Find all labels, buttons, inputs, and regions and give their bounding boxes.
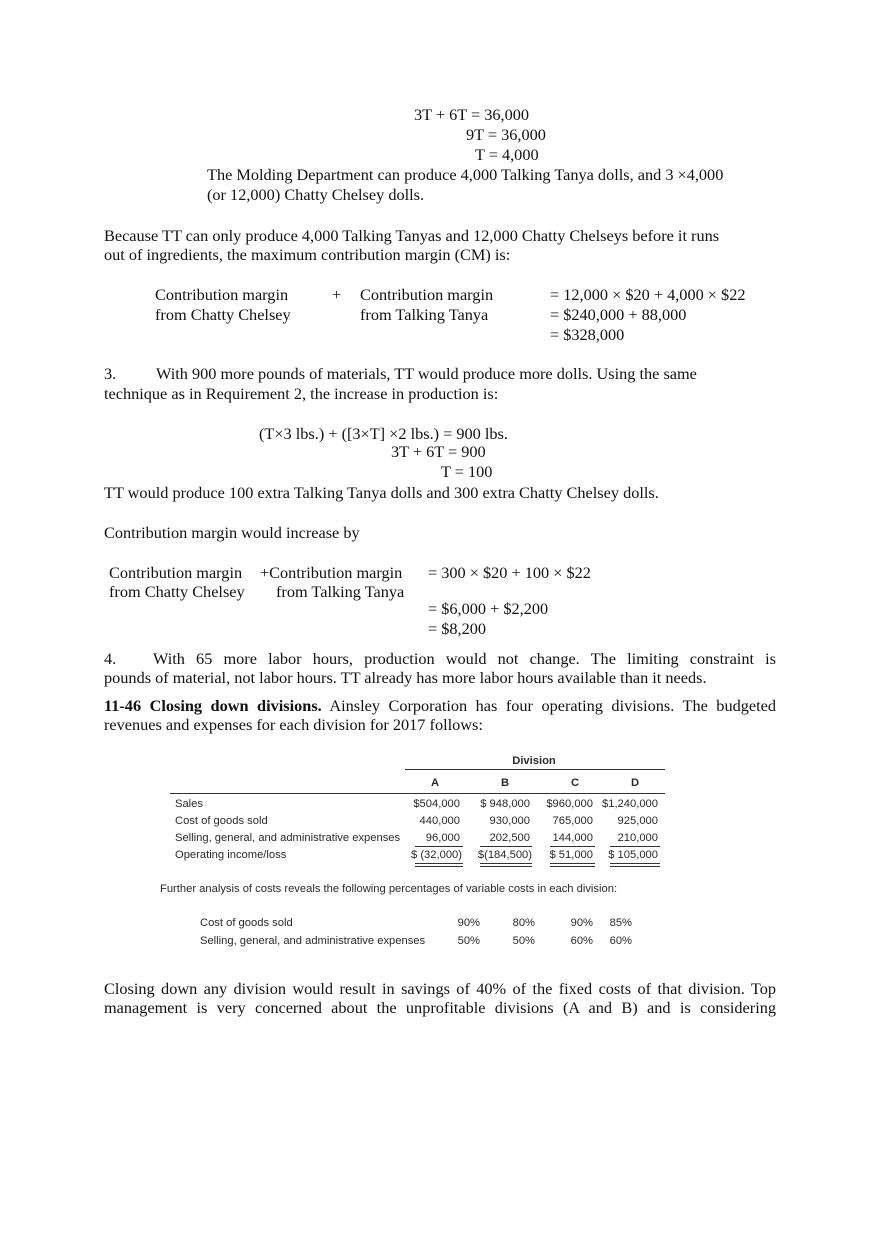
table-cell: 202,500 — [489, 832, 530, 844]
cm-result: = $6,000 + $2,200 — [428, 599, 549, 618]
equation-line: 9T = 36,000 — [466, 125, 546, 144]
row-label: Cost of goods sold — [200, 917, 293, 929]
total-rule — [610, 866, 660, 867]
table-cell: $ 51,000 — [549, 849, 593, 861]
table-cell: 210,000 — [617, 832, 658, 844]
division-title: Division — [512, 755, 556, 767]
body-text-span: Ainsley Corporation has four operating divisions. The budgeted — [321, 696, 776, 715]
table-cell: $1,240,000 — [602, 798, 658, 810]
cm-label: from Talking Tanya — [276, 582, 405, 601]
body-text-line: out of ingredients, the maximum contribution margin (CM) is: — [104, 245, 511, 264]
table-cell: 80% — [512, 917, 535, 929]
equation-line: 3T + 6T = 900 — [391, 442, 486, 461]
subtotal-rule — [550, 846, 595, 847]
cm-result: = $240,000 + 88,000 — [550, 305, 687, 324]
column-rule — [170, 793, 665, 794]
cm-label: Contribution margin — [360, 285, 494, 304]
equation-line: (T×3 lbs.) + ([3×T] ×2 lbs.) = 900 lbs. — [259, 424, 508, 443]
cm-label: from Chatty Chelsey — [155, 305, 291, 324]
cm-result: = $328,000 — [550, 325, 625, 344]
requirement-number: 3. — [104, 364, 117, 383]
cm-result: = $8,200 — [428, 619, 487, 638]
equation-line: T = 100 — [441, 462, 493, 481]
requirement-number: 4. — [104, 649, 117, 668]
table-cell: 50% — [457, 935, 480, 947]
total-rule — [480, 863, 532, 864]
column-header: B — [500, 777, 510, 789]
subtotal-rule — [415, 846, 463, 847]
table-cell: 440,000 — [419, 815, 460, 827]
table-cell: $960,000 — [546, 798, 593, 810]
body-text-line: With 65 more labor hours, production would not change. The limiting constraint is — [153, 649, 776, 668]
problem-intro-line — [104, 696, 776, 715]
cm-result: = 300 × $20 + 100 × $22 — [428, 563, 591, 582]
table-cell: 90% — [457, 917, 480, 929]
cm-label: +Contribution margin — [260, 563, 403, 582]
table-cell: 60% — [570, 935, 593, 947]
table-cell: 85% — [609, 917, 632, 929]
table-cell: 930,000 — [489, 815, 530, 827]
body-text-line: The Molding Department can produce 4,000 Talking Tanya dolls, and 3 ×4,000 — [207, 165, 724, 184]
table-cell: $504,000 — [413, 798, 460, 810]
row-label: Cost of goods sold — [175, 815, 268, 827]
cm-label: Contribution margin — [109, 563, 243, 582]
problem-heading: 11-46 Closing down divisions. — [104, 696, 322, 715]
body-text-line: technique as in Requirement 2, the increase in production is: — [104, 384, 499, 403]
equation-line: T = 4,000 — [475, 145, 539, 164]
body-text-line: pounds of material, not labor hours. TT already has more labor hours available than it needs. — [104, 668, 707, 687]
row-label: Operating income/loss — [175, 849, 287, 861]
cm-result: = 12,000 × $20 + 4,000 × $22 — [550, 285, 746, 304]
table-cell: 50% — [512, 935, 535, 947]
plus-sign: + — [332, 285, 342, 304]
table-cell: $ 105,000 — [608, 849, 658, 861]
body-text-line: management is very concerned about the unprofitable divisions (A and B) and is considering — [104, 998, 776, 1017]
equation-line: 3T + 6T = 36,000 — [414, 105, 530, 124]
column-header: A — [430, 777, 440, 789]
column-header: D — [630, 777, 640, 789]
body-text-line: Because TT can only produce 4,000 Talking Tanyas and 12,000 Chatty Chelseys before it runs — [104, 226, 720, 245]
total-rule — [550, 863, 595, 864]
total-rule — [610, 863, 660, 864]
table-cell: $ (32,000) — [411, 849, 462, 861]
subtotal-rule — [610, 846, 660, 847]
body-text-line: With 900 more pounds of materials, TT would produce more dolls. Using the same — [156, 364, 697, 383]
table-cell: 765,000 — [552, 815, 593, 827]
total-rule — [550, 866, 595, 867]
subtotal-rule — [480, 846, 532, 847]
row-label: Selling, general, and administrative expenses — [200, 935, 426, 947]
body-text-line: TT would produce 100 extra Talking Tanya dolls and 300 extra Chatty Chelsey dolls. — [104, 483, 659, 502]
body-text-line: revenues and expenses for each division for 2017 follows: — [104, 715, 483, 734]
cm-label: from Chatty Chelsey — [109, 582, 245, 601]
body-text-line: Contribution margin would increase by — [104, 523, 360, 542]
row-label: Sales — [175, 798, 203, 810]
table-cell: 96,000 — [425, 832, 460, 844]
row-label: Selling, general, and administrative expenses — [175, 832, 401, 844]
column-header: C — [570, 777, 580, 789]
body-text-line: Closing down any division would result in savings of 40% of the fixed costs of that division. Top — [104, 979, 776, 998]
further-analysis-text: Further analysis of costs reveals the following percentages of variable costs in each division: — [160, 883, 618, 895]
table-cell: 144,000 — [552, 832, 593, 844]
division-figure — [160, 750, 680, 960]
total-rule — [415, 866, 463, 867]
cm-label: from Talking Tanya — [360, 305, 489, 324]
body-text-line: (or 12,000) Chatty Chelsey dolls. — [207, 185, 425, 204]
table-cell: 60% — [609, 935, 632, 947]
total-rule — [415, 863, 463, 864]
total-rule — [480, 866, 532, 867]
table-cell: $ 948,000 — [480, 798, 530, 810]
table-cell: 925,000 — [617, 815, 658, 827]
table-cell: 90% — [570, 917, 593, 929]
header-rule — [405, 769, 665, 770]
table-cell: $(184,500) — [477, 849, 532, 861]
cm-label: Contribution margin — [155, 285, 289, 304]
